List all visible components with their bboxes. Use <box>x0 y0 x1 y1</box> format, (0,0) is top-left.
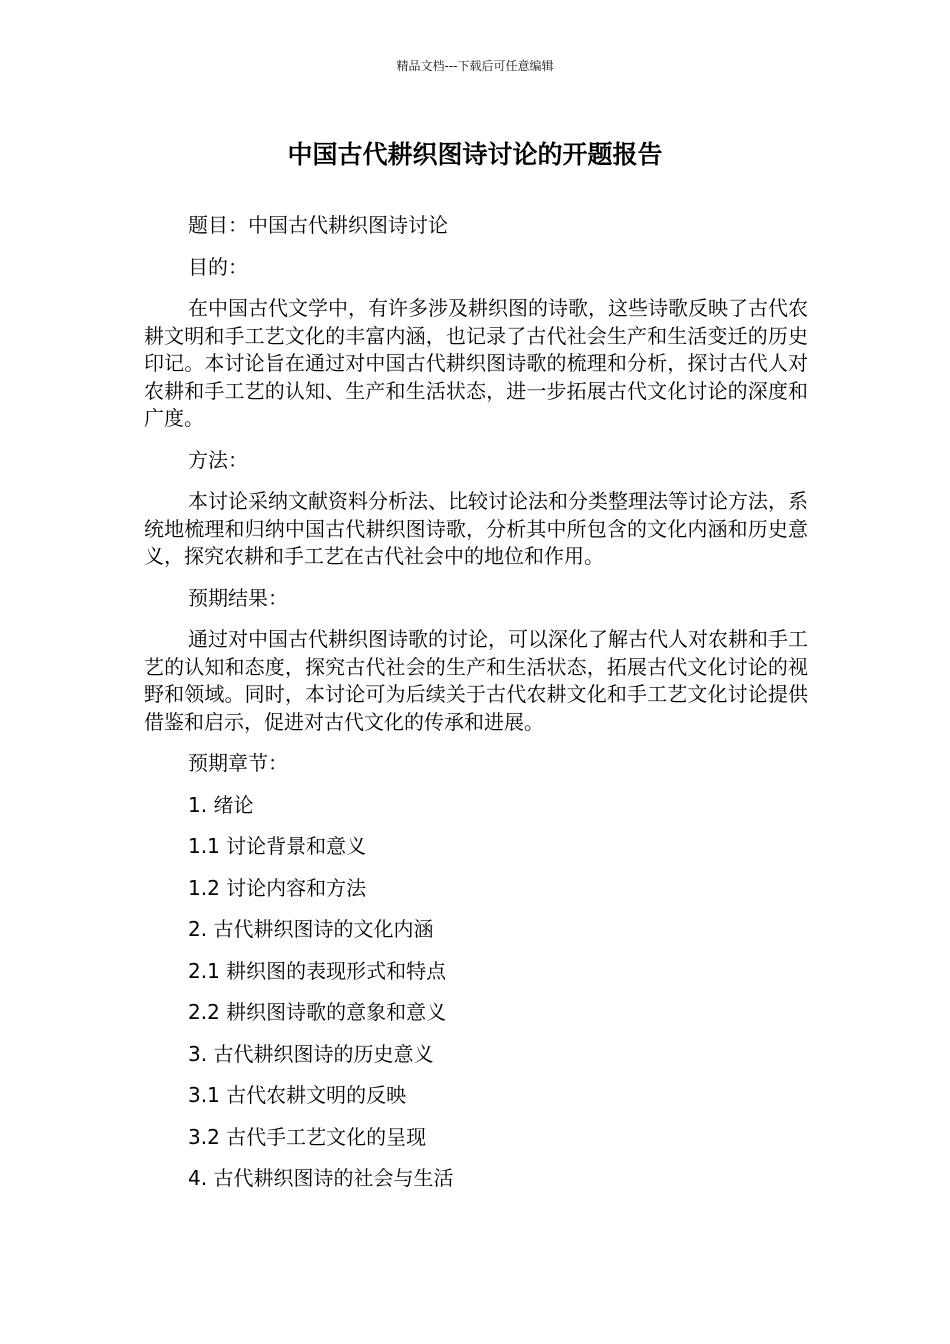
chapter-item: 1.2 讨论内容和方法 <box>188 875 367 900</box>
chapter-item: 3.2 古代手工艺文化的呈现 <box>188 1124 427 1149</box>
page-header: 精品文档---下载后可任意编辑 <box>396 59 554 73</box>
method-paragraph: 本讨论采纳文献资料分析法、比较讨论法和分类整理法等讨论方法，系统地梳理和归纳中国古代耕织图诗歌，分析其中所包含的文化内涵和历史意义，探究农耕和手工艺在古代社会中的地位和作用。 <box>144 489 808 568</box>
expected-results-paragraph: 通过对中国古代耕织图诗歌的讨论，可以深化了解古代人对农耕和手工艺的认知和态度，探究古代社会的生产和生活状态，拓展古代文化讨论的视野和领域。同时，本讨论可为后续关于古代农耕文化和手工艺文化讨论提供借鉴和启示，促进对古代文化的传承和进展。 <box>144 627 808 734</box>
document-title: 中国古代耕织图诗讨论的开题报告 <box>287 140 663 169</box>
expected-results-heading: 预期结果： <box>188 585 288 610</box>
chapter-item: 2. 古代耕织图诗的文化内涵 <box>188 917 434 941</box>
chapter-item: 1.1 讨论背景和意义 <box>188 834 367 858</box>
purpose-heading: 目的： <box>188 254 248 279</box>
chapter-item: 2.2 耕织图诗歌的意象和意义 <box>188 1000 447 1024</box>
chapter-item: 2.1 耕织图的表现形式和特点 <box>188 958 447 983</box>
method-heading: 方法： <box>188 447 248 472</box>
chapter-list <box>144 792 808 1193</box>
chapter-item: 1. 绪论 <box>188 792 254 817</box>
expected-chapters-heading: 预期章节： <box>188 751 288 775</box>
purpose-paragraph: 在中国古代文学中，有许多涉及耕织图的诗歌，这些诗歌反映了古代农耕文明和手工艺文化的丰富内涵，也记录了古代社会生产和生活变迁的历史印记。本讨论旨在通过对中国古代耕织图诗歌的梳理和分析，探讨古代人对农耕和手工艺的认知、生产和生活状态，进一步拓展古代文化讨论的深度和广度。 <box>144 296 808 430</box>
document-body <box>144 212 808 1207</box>
chapter-item: 3. 古代耕织图诗的历史意义 <box>188 1041 434 1066</box>
topic-line: 题目：中国古代耕织图诗讨论 <box>188 213 448 237</box>
chapter-item: 4. 古代耕织图诗的社会与生活 <box>188 1166 454 1190</box>
chapter-item: 3.1 古代农耕文明的反映 <box>188 1083 407 1107</box>
